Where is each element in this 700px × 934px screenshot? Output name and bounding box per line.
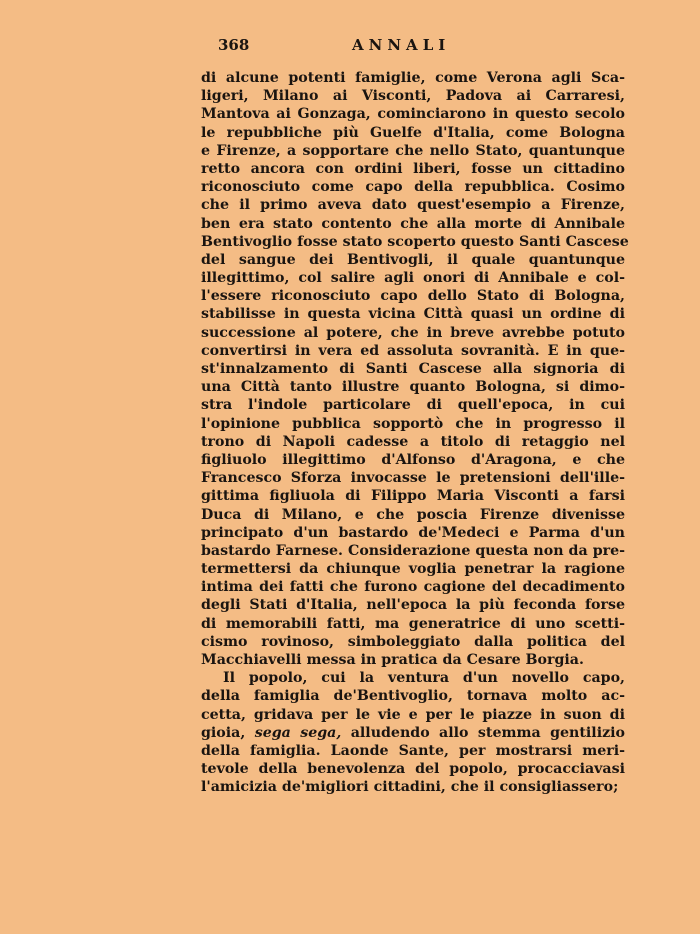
italic-phrase: sega sega,: [254, 724, 342, 741]
text-line: illegittimo, col salire agli onori di Annibale e col-: [201, 270, 625, 287]
text-line: convertirsi in vera ed assoluta sovranità. E in que-: [201, 342, 625, 359]
text-line: Bentivoglio fosse stato scoperto questo Santi Cascese: [201, 233, 629, 250]
text-line: cismo rovinoso, simboleggiato dalla politica del: [201, 633, 625, 650]
text-line: della famiglia. Laonde Sante, per mostrarsi meri-: [201, 742, 625, 759]
text-line: principato d'un bastardo de'Medeci e Parma d'un: [201, 524, 625, 541]
paragraph-2: [201, 669, 625, 796]
text-line: Mantova ai Gonzaga, cominciarono in questo secolo: [201, 106, 625, 123]
text-line: degli Stati d'Italia, nell'epoca la più feconda forse: [201, 597, 625, 614]
running-title: ANNALI: [352, 36, 451, 54]
text-line: stra l'indole particolare di quell'epoca, in cui: [201, 397, 625, 414]
text-line: gittima figliuola di Filippo Maria Visconti a farsi: [201, 488, 625, 505]
body-text: [201, 69, 629, 797]
text-line: intima dei fatti che furono cagione del decadimento: [201, 579, 625, 596]
text-line: del sangue dei Bentivogli, il quale quantunque: [201, 251, 625, 268]
text-line: trono di Napoli cadesse a titolo di retaggio nel: [201, 433, 625, 450]
text-line: cetta, gridava per le vie e per le piazze in suon di: [201, 706, 625, 723]
text-line: riconosciuto come capo della repubblica. Cosimo: [201, 179, 625, 196]
text-line: l'essere riconosciuto capo dello Stato di Bologna,: [201, 288, 625, 305]
text-line: retto ancora con ordini liberi, fosse un cittadino: [201, 160, 625, 177]
text-line: le repubbliche più Guelfe d'Italia, come Bologna: [201, 124, 625, 141]
text-span: gioia,: [201, 724, 255, 741]
text-line: tevole della benevolenza del popolo, procacciavasi: [201, 761, 625, 778]
text-line: Duca di Milano, e che poscia Firenze divenisse: [201, 506, 625, 523]
text-line: successione al potere, che in breve avrebbe potuto: [201, 324, 625, 341]
text-line-with-italic: [201, 724, 625, 742]
text-line: bastardo Farnese. Considerazione questa non da pre-: [201, 542, 625, 559]
text-line: e Firenze, a sopportare che nello Stato, quantunque: [201, 142, 625, 159]
text-line: stabilisse in questa vicina Città quasi un ordine di: [201, 306, 625, 323]
text-line: ben era stato contento che alla morte di Annibale: [201, 215, 625, 232]
text-line: una Città tanto illustre quanto Bologna, si dimo-: [201, 379, 625, 396]
text-line: Il popolo, cui la ventura d'un novello capo,: [223, 670, 625, 687]
text-line: l'amicizia de'migliori cittadini, che il consigliassero;: [201, 779, 619, 796]
text-line: l'opinione pubblica sopportò che in progresso il: [201, 415, 625, 432]
text-line: ligeri, Milano ai Visconti, Padova ai Carraresi,: [201, 88, 625, 105]
text-line: st'innalzamento di Santi Cascese alla signoria di: [201, 361, 625, 377]
text-line: termettersi da chiunque voglia penetrar la ragione: [201, 561, 625, 578]
text-span: alludendo allo stemma gentilizio: [341, 724, 625, 741]
text-line: Macchiavelli messa in pratica da Cesare Borgia.: [201, 652, 584, 668]
text-line: figliuolo illegittimo d'Alfonso d'Aragona, e che: [201, 451, 625, 468]
text-line: della famiglia de'Bentivoglio, tornava molto ac-: [201, 688, 625, 705]
paragraph-1: [201, 69, 629, 669]
text-line: che il primo aveva dato quest'esempio a Firenze,: [201, 197, 625, 214]
page-number: 368: [218, 36, 250, 54]
text-line: Francesco Sforza invocasse le pretensioni dell'ille-: [201, 470, 625, 487]
text-line: di alcune potenti famiglie, come Verona agli Sca-: [201, 70, 625, 86]
text-line: di memorabili fatti, ma generatrice di uno scetti-: [201, 615, 625, 632]
page-header: [218, 36, 638, 56]
